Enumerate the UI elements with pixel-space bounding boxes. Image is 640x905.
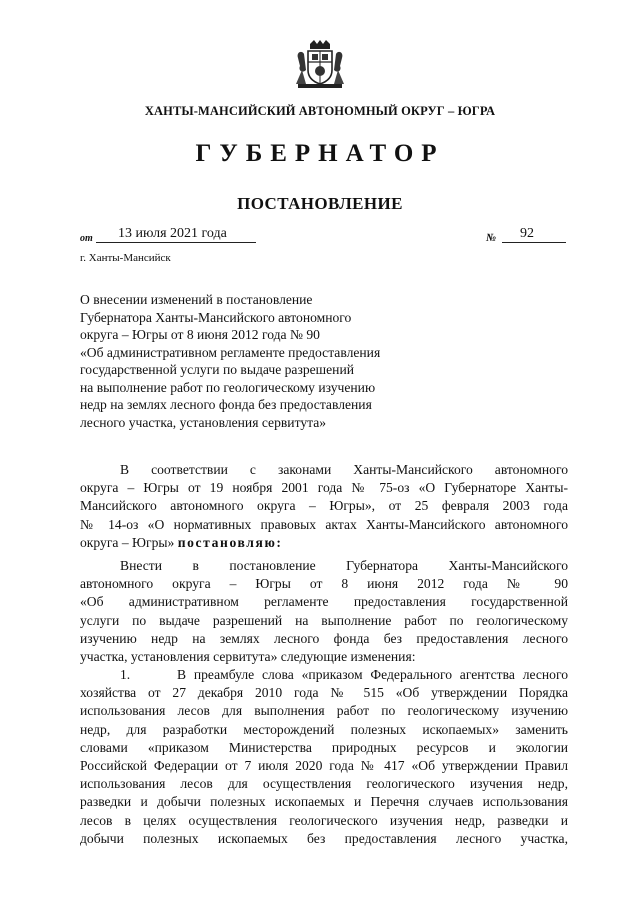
- authority-heading: ГУБЕРНАТОР: [195, 140, 445, 167]
- text-line: разведки и добычи полезных ископаемых и Перечня случаев использования: [80, 794, 568, 810]
- number-sign: №: [486, 232, 497, 244]
- text-line: изучению недр на землях лесного фонда без предоставления лесного: [80, 630, 568, 646]
- resolution-paragraph: [80, 557, 568, 666]
- date-prefix: от: [80, 233, 93, 244]
- text-line: Российской Федерации от 7 июля 2020 года № 417 «Об утверждении Правил: [80, 757, 568, 773]
- text-line: использования лесов для осуществления геологического изучения недр,: [80, 776, 568, 792]
- text-fragment: В преамбуле слова «приказом Федерального агентства лесного: [176, 667, 568, 682]
- document-number: 92: [520, 226, 534, 241]
- text-line: [80, 666, 568, 684]
- decree-subject: [80, 291, 420, 431]
- text-line: использования лесов для выполнения работ по геологическому изучению: [80, 703, 568, 719]
- subject-line: округа – Югры от 8 июня 2012 года № 90: [80, 327, 320, 342]
- city-line: г. Ханты-Мансийск: [80, 252, 171, 264]
- text-line: участка, установления сервитута» следующие изменения:: [80, 648, 416, 664]
- text-line: [80, 534, 568, 552]
- date-field: [80, 226, 260, 246]
- coat-of-arms-emblem: [292, 40, 348, 90]
- text-line: Мансийского автономного округа – Югры», от 25 февраля 2003 года: [80, 498, 568, 514]
- number-field: [486, 226, 568, 246]
- subject-line: государственной услуги по выдаче разрешений: [80, 362, 354, 377]
- date-underline: [96, 242, 256, 243]
- text-line: словами «приказом Министерства природных ресурсов и экологии: [80, 739, 568, 755]
- text-line: лесов в целях осуществления геологического изучения недр, разведки и: [80, 812, 568, 828]
- text-line: «Об административном регламенте предоставления государственной: [80, 594, 568, 610]
- document-type-heading: ПОСТАНОВЛЕНИЕ: [237, 194, 403, 213]
- number-underline: [502, 242, 566, 243]
- amendment-item-1: [80, 666, 568, 848]
- decree-keyword: постановляю:: [177, 534, 283, 550]
- text-line: услуги по выдаче разрешений на выполнение работ по геологическому: [80, 612, 568, 628]
- document-date: 13 июля 2021 года: [118, 226, 227, 241]
- subject-line: «Об административном регламенте предоставления: [80, 344, 381, 360]
- text-line: Внести в постановление Губернатора Ханты-Мансийского: [120, 558, 568, 573]
- subject-line: на выполнение работ по геологическому изучению: [80, 379, 376, 395]
- text-fragment: округа – Югры»: [80, 534, 175, 550]
- subject-line: Губернатора Ханты-Мансийского автономного: [80, 309, 352, 325]
- text-line: хозяйства от 27 декабря 2010 года № 515 «Об утверждении Порядка: [80, 685, 568, 701]
- subject-line: лесного участка, установления сервитута»: [80, 414, 327, 430]
- text-line: В соответствии с законами Ханты-Мансийского автономного: [120, 462, 568, 477]
- text-line: добычи полезных ископаемых без предоставления лесного участка,: [80, 830, 568, 846]
- subject-line: недр на землях лесного фонда без предоставления: [80, 397, 372, 412]
- preamble-paragraph: [80, 461, 568, 552]
- item-number: 1.: [120, 667, 131, 682]
- text-line: № 14-оз «О нормативных правовых актах Ханты-Мансийского автономного: [80, 516, 568, 532]
- text-line: автономного округа – Югры от 8 июня 2012 года № 90: [80, 576, 568, 592]
- text-line: округа – Югры от 19 ноября 2001 года № 75-оз «О Губернаторе Ханты-: [80, 480, 568, 496]
- subject-line: О внесении изменений в постановление: [80, 292, 313, 307]
- text-line: недр, для разработки месторождений полезных ископаемых» заменить: [80, 721, 568, 737]
- region-heading: ХАНТЫ-МАНСИЙСКИЙ АВТОНОМНЫЙ ОКРУГ – ЮГРА: [144, 104, 496, 118]
